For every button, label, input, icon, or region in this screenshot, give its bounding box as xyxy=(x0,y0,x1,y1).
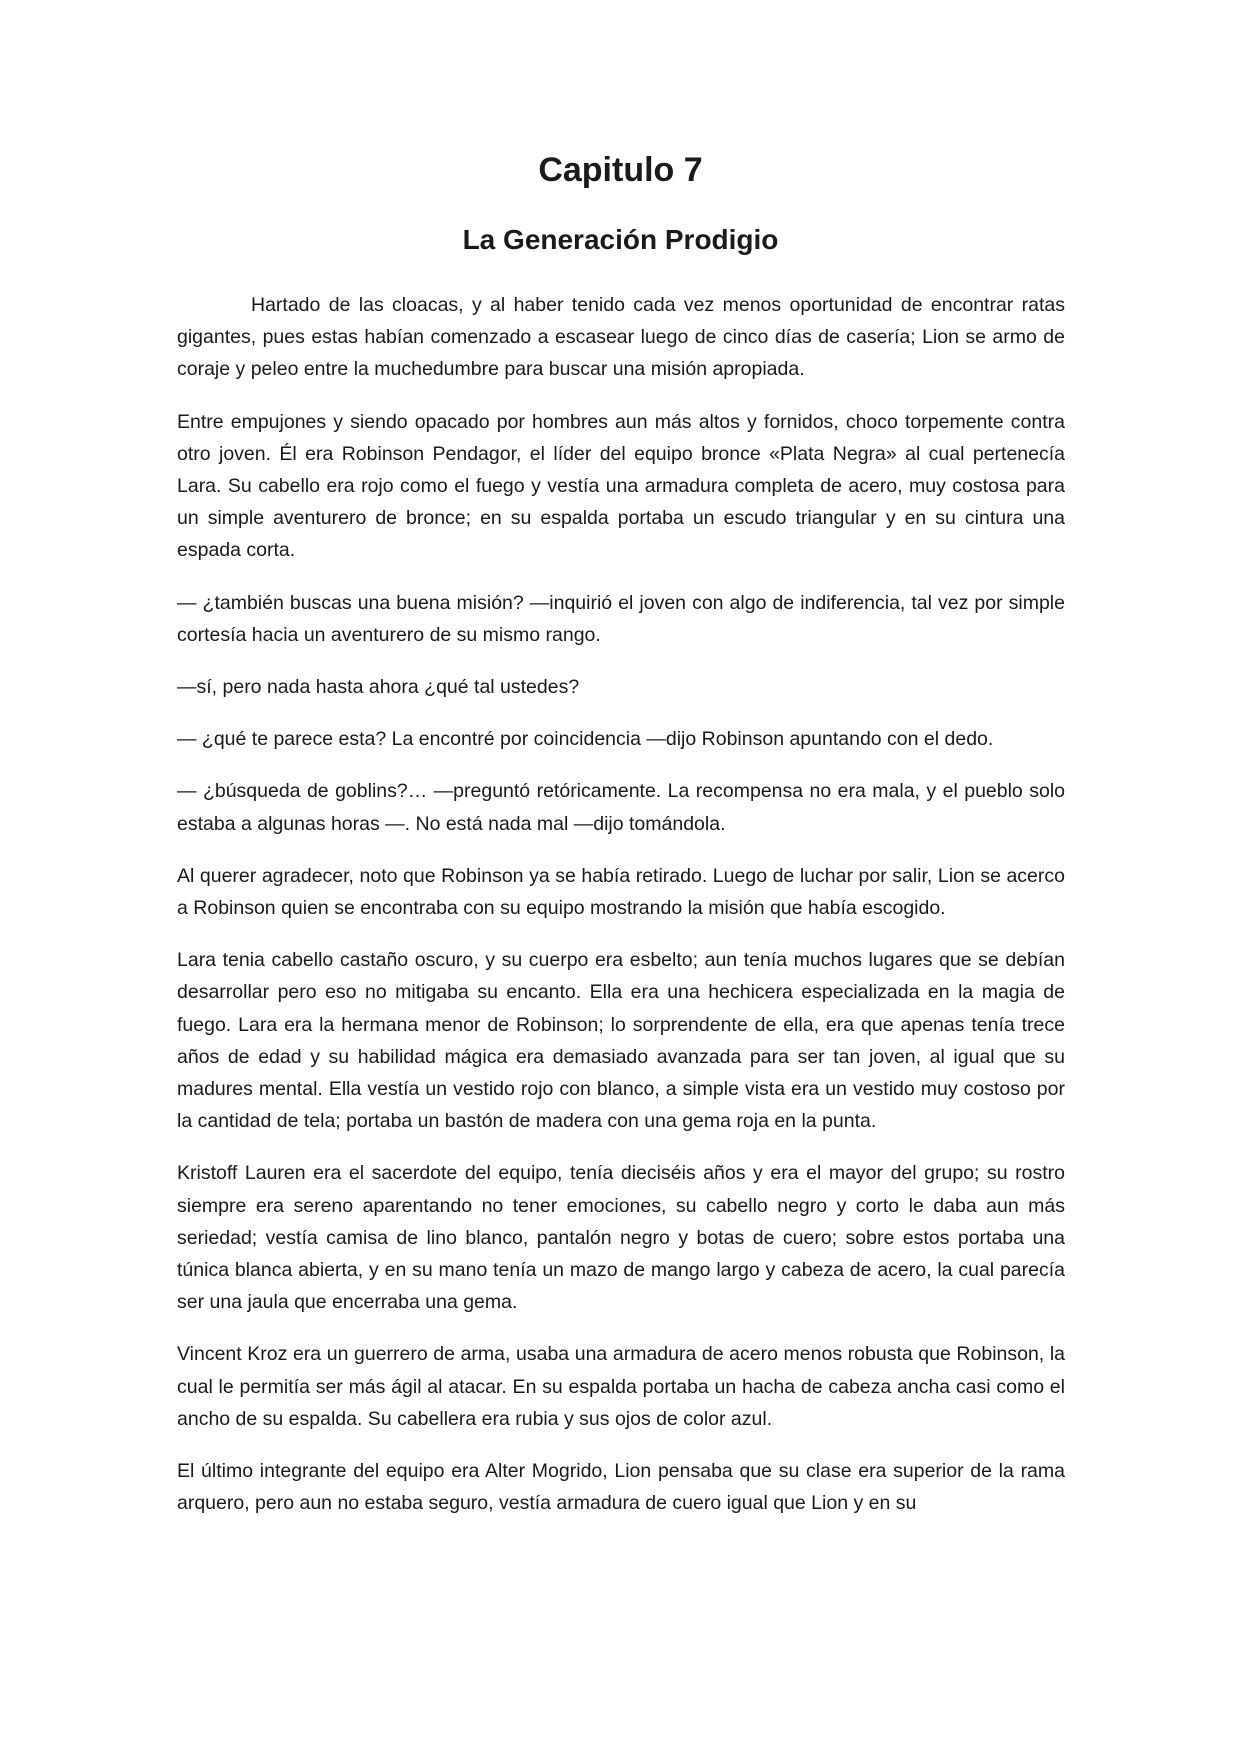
paragraph-6: — ¿búsqueda de goblins?… —preguntó retóricamente. La recompensa no era mala, y el pueblo solo estaba a algunas horas —. No está nada mal —dijo tomándola. xyxy=(177,780,1065,835)
paragraph-4: —sí, pero nada hasta ahora ¿qué tal ustedes? xyxy=(177,676,580,699)
paragraph-5: — ¿qué te parece esta? La encontré por coincidencia —dijo Robinson apuntando con el dedo. xyxy=(177,728,994,751)
chapter-subtitle: La Generación Prodigio xyxy=(462,224,779,255)
paragraph-1: Hartado de las cloacas, y al haber tenido cada vez menos oportunidad de encontrar ratas gigantes, pues estas habían comenzado a escasear luego de cinco días de casería; Lion se armo de coraje y peleo entre la muchedumbre para buscar una misión apropiada. xyxy=(177,294,1065,381)
paragraph-9: Kristoff Lauren era el sacerdote del equipo, tenía dieciséis años y era el mayor del grupo; su rostro siempre era sereno aparentando no tener emociones, su cabello negro y corto le daba aun más seriedad; vestía camisa de lino blanco, pantalón negro y botas de cuero; sobre estos portaba una túnica blanca abierta, y en su mano tenía un mazo de mango largo y cabeza de acero, la cual parecía ser una jaula que encerraba una gema. xyxy=(177,1162,1065,1314)
paragraph-11: El último integrante del equipo era Alter Mogrido, Lion pensaba que su clase era superior de la rama arquero, pero aun no estaba seguro, vestía armadura de cuero igual que Lion y en su xyxy=(177,1460,1065,1515)
chapter-body xyxy=(177,289,1065,1540)
chapter-title: Capitulo 7 xyxy=(538,151,703,189)
paragraph-2: Entre empujones y siendo opacado por hombres aun más altos y fornidos, choco torpemente contra otro joven. Él era Robinson Pendagor, el líder del equipo bronce «Plata Negra» al cual pertenecía Lara. Su cabello era rojo como el fuego y vestía una armadura completa de acero, muy costosa para un simple aventurero de bronce; en su espalda portaba un escudo triangular y en su cintura una espada corta. xyxy=(177,410,1065,562)
paragraph-3: — ¿también buscas una buena misión? —inquirió el joven con algo de indiferencia, tal vez por simple cortesía hacia un aventurero de su mismo rango. xyxy=(177,591,1065,646)
paragraph-10: Vincent Kroz era un guerrero de arma, usaba una armadura de acero menos robusta que Robinson, la cual le permitía ser más ágil al atacar. En su espalda portaba un hacha de cabeza ancha casi como el ancho de su espalda. Su cabellera era rubia y sus ojos de color azul. xyxy=(177,1343,1065,1430)
paragraph-7: Al querer agradecer, noto que Robinson ya se había retirado. Luego de luchar por salir, Lion se acerco a Robinson quien se encontraba con su equipo mostrando la misión que había escogido. xyxy=(177,864,1065,920)
paragraph-8: Lara tenia cabello castaño oscuro, y su cuerpo era esbelto; aun tenía muchos lugares que se debían desarrollar pero eso no mitigaba su encanto. Ella era una hechicera especializada en la magia de fuego. Lara era la hermana menor de Robinson; lo sorprendente de ella, era que apenas tenía trece años de edad y su habilidad mágica era demasiado avanzada para ser tan joven, al igual que su madures mental. Ella vestía un vestido rojo con blanco, a simple vista era un vestido muy costoso por la cantidad de tela; portaba un bastón de madera con una gema roja en la punta. xyxy=(177,949,1065,1133)
